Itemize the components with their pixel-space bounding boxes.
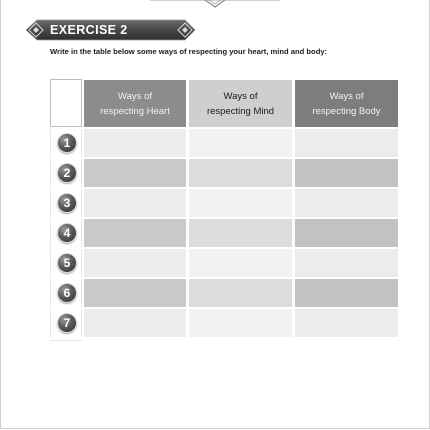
table-row — [50, 159, 400, 187]
column-header-heart — [84, 80, 186, 127]
row-number-cell — [50, 279, 82, 307]
table-row — [50, 129, 400, 157]
table-corner-cell — [50, 79, 82, 127]
answer-cell-heart[interactable] — [84, 279, 186, 307]
answer-cell-body[interactable] — [295, 309, 398, 337]
exercise-instruction: Write in the table below some ways of respecting your heart, mind and body: — [50, 47, 328, 56]
row-number-cell — [50, 249, 82, 277]
table-row — [50, 309, 400, 337]
answer-cell-mind[interactable] — [189, 279, 292, 307]
answer-cell-body[interactable] — [295, 219, 398, 247]
row-number: 3 — [63, 196, 71, 210]
answer-cell-body[interactable] — [295, 249, 398, 277]
row-number: 1 — [63, 136, 71, 150]
answer-cell-mind[interactable] — [189, 309, 292, 337]
answer-cell-mind[interactable] — [189, 189, 292, 217]
exercise-title: EXERCISE 2 — [50, 23, 128, 37]
number-badge-icon — [57, 283, 77, 303]
row-number: 5 — [63, 256, 71, 270]
answer-cell-mind[interactable] — [189, 159, 292, 187]
row-number: 7 — [63, 316, 71, 330]
table-row — [50, 219, 400, 247]
column-header-label: Ways of respecting Heart — [100, 90, 170, 117]
number-badge-icon — [57, 193, 77, 213]
table-row — [50, 279, 400, 307]
number-badge-icon — [57, 163, 77, 183]
top-ornament-icon — [150, 0, 280, 8]
answer-cell-mind[interactable] — [189, 129, 292, 157]
answer-cell-heart[interactable] — [84, 309, 186, 337]
number-badge-icon — [57, 223, 77, 243]
number-badge-icon — [57, 313, 77, 333]
column-header-label: Ways of respecting Body — [312, 90, 381, 117]
answer-cell-body[interactable] — [295, 279, 398, 307]
column-header-mind — [189, 80, 292, 127]
row-number: 6 — [63, 286, 71, 300]
answer-cell-heart[interactable] — [84, 249, 186, 277]
column-header-body — [295, 80, 398, 127]
answer-cell-mind[interactable] — [189, 219, 292, 247]
row-number-cell — [50, 159, 82, 187]
answer-cell-heart[interactable] — [84, 189, 186, 217]
row-number-cell — [50, 189, 82, 217]
answer-cell-mind[interactable] — [189, 249, 292, 277]
row-number: 4 — [63, 226, 71, 240]
row-number-cell — [50, 309, 82, 337]
row-number: 2 — [63, 166, 71, 180]
column-header-label: Ways of respecting Mind — [206, 90, 275, 117]
answer-cell-body[interactable] — [295, 159, 398, 187]
number-badge-icon — [57, 133, 77, 153]
row-number-cell — [50, 129, 82, 157]
answer-cell-body[interactable] — [295, 129, 398, 157]
number-badge-icon — [57, 253, 77, 273]
answer-cell-heart[interactable] — [84, 159, 186, 187]
answer-cell-heart[interactable] — [84, 129, 186, 157]
table-row — [50, 249, 400, 277]
row-number-cell — [50, 219, 82, 247]
answer-table — [50, 79, 400, 341]
table-bottom-divider — [50, 340, 82, 341]
table-row — [50, 189, 400, 217]
answer-cell-body[interactable] — [295, 189, 398, 217]
answer-cell-heart[interactable] — [84, 219, 186, 247]
